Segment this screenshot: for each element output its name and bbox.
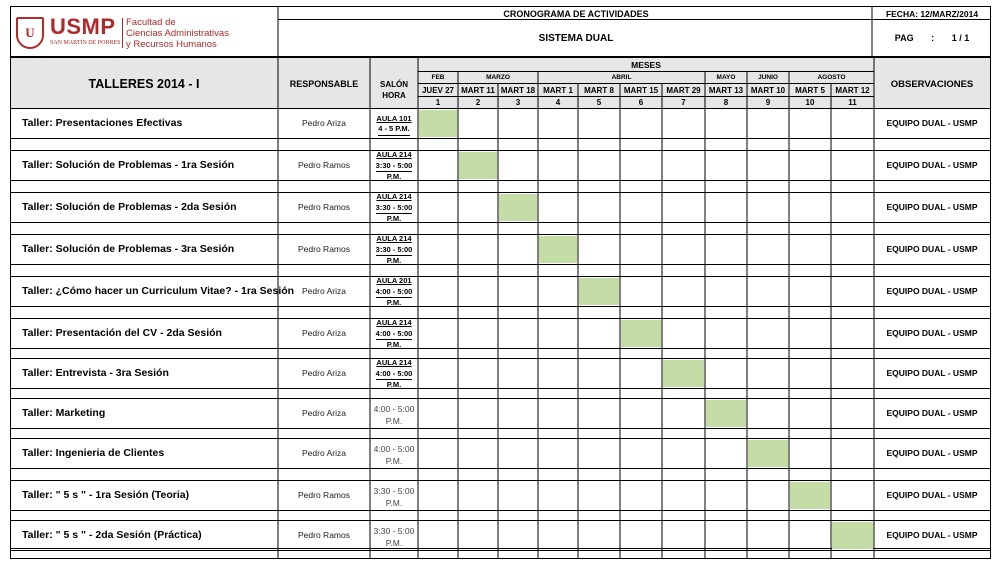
date-label: MART 1 xyxy=(543,85,573,95)
faculty-line: Ciencias Administrativas xyxy=(126,28,229,39)
week-index: 9 xyxy=(765,98,771,107)
page-value: 1 / 1 xyxy=(951,33,970,43)
week-index: 6 xyxy=(638,98,644,107)
task-name: Taller: Ingenieria de Clientes xyxy=(22,447,165,459)
room-header-line: SALÓN xyxy=(380,80,408,89)
faculty-name xyxy=(126,17,229,50)
schedule-bar xyxy=(663,360,704,387)
logo-initials: U xyxy=(25,25,35,40)
room-time xyxy=(370,438,418,471)
time-label: P.M. xyxy=(385,415,403,426)
system-name: SISTEMA DUAL xyxy=(538,32,614,44)
date-label: MART 29 xyxy=(666,85,701,95)
schedule-bar xyxy=(579,278,619,305)
task-name: Taller: Entrevista - 3ra Sesión xyxy=(22,367,169,379)
observation-text: EQUIPO DUAL - USMP xyxy=(886,160,978,170)
room-time xyxy=(370,108,418,141)
time-label: P.M. xyxy=(386,172,402,182)
time-label: 4:00 - 5:00 xyxy=(376,369,413,381)
date-field: FECHA: 12/MARZ/2014 xyxy=(885,9,979,19)
date-label: MART 8 xyxy=(584,85,614,95)
page-separator: : xyxy=(931,33,935,43)
week-index: 8 xyxy=(723,98,729,107)
time-label: 3:30 - 5:00 xyxy=(376,161,413,173)
room-label: AULA 214 xyxy=(376,192,412,202)
time-label: 3:30 - 5:00 xyxy=(373,485,415,496)
room-time xyxy=(370,192,418,225)
schedule-bar xyxy=(748,440,788,467)
task-name: Taller: " 5 s " - 2da Sesión (Práctica) xyxy=(22,529,202,541)
schedule-bar xyxy=(419,110,457,137)
time-label: P.M. xyxy=(385,497,403,508)
schedule-bar xyxy=(499,194,537,221)
room-time xyxy=(370,150,418,183)
schedule-bar xyxy=(706,400,746,427)
time-label: 4:00 - 5:00 xyxy=(376,287,413,299)
date-label: MART 11 xyxy=(461,85,495,95)
date-label: MART 12 xyxy=(835,85,870,95)
time-label: P.M. xyxy=(386,214,402,224)
time-header-line: HORA xyxy=(382,91,406,100)
room-label: AULA 214 xyxy=(376,318,412,328)
observation-text: EQUIPO DUAL - USMP xyxy=(886,448,978,458)
date-label: MART 5 xyxy=(795,85,825,95)
observation-text: EQUIPO DUAL - USMP xyxy=(886,328,978,338)
month-label: MAYO xyxy=(716,74,736,81)
date-label: MART 10 xyxy=(750,85,786,95)
room-time xyxy=(370,358,418,391)
months-header: MESES xyxy=(631,60,661,70)
week-index: 4 xyxy=(555,98,561,107)
week-index: 3 xyxy=(515,98,521,107)
schedule-bar xyxy=(790,482,830,509)
month-label: FEB xyxy=(431,74,445,81)
time-label: 4 - 5 P.M. xyxy=(378,124,410,136)
time-label: 4:00 - 5:00 xyxy=(373,443,415,454)
page-indicator xyxy=(874,20,990,56)
observation-text: EQUIPO DUAL - USMP xyxy=(886,244,978,254)
week-index: 5 xyxy=(596,98,602,107)
room-time xyxy=(370,276,418,309)
schedule-bar xyxy=(459,152,497,179)
date-label: JUEV 27 xyxy=(421,85,455,95)
schedule-bar xyxy=(621,320,661,347)
logo-divider xyxy=(122,18,123,48)
room-label: AULA 201 xyxy=(376,276,412,286)
responsible-name: Pedro Ariza xyxy=(302,328,346,338)
institution-motto: SAN MARTÍN DE PORRES xyxy=(50,40,121,46)
observation-text: EQUIPO DUAL - USMP xyxy=(886,530,978,540)
room-time xyxy=(370,480,418,513)
week-index: 7 xyxy=(681,98,686,107)
task-name: Taller: Solución de Problemas - 1ra Sesión xyxy=(22,159,235,171)
responsible-name: Pedro Ramos xyxy=(298,160,350,170)
week-index: 10 xyxy=(805,98,815,107)
time-label: P.M. xyxy=(385,455,403,466)
date-label: MART 13 xyxy=(708,85,744,95)
month-label: AGOSTO xyxy=(817,74,846,81)
responsible-name: Pedro Ramos xyxy=(298,202,350,212)
week-index: 1 xyxy=(435,98,441,107)
time-label: P.M. xyxy=(386,256,402,266)
room-time xyxy=(370,318,418,351)
institution-name: USMP xyxy=(50,14,116,39)
responsible-name: Pedro Ariza xyxy=(302,118,346,128)
week-index: 11 xyxy=(848,98,857,107)
schedule-bar xyxy=(539,236,577,263)
faculty-line: Facultad de xyxy=(126,17,176,28)
responsible-name: Pedro Ramos xyxy=(298,530,350,540)
task-name: Taller: " 5 s " - 1ra Sesión (Teoria) xyxy=(22,489,190,501)
responsible-header: RESPONSABLE xyxy=(289,79,359,89)
time-label: P.M. xyxy=(386,340,402,350)
task-name: Taller: ¿Cómo hacer un Curriculum Vitae? - 1ra Sesión xyxy=(22,285,295,297)
room-label: AULA 101 xyxy=(376,113,412,123)
time-label: 3:30 - 5:00 xyxy=(376,203,413,215)
room-header xyxy=(370,72,418,108)
document-title: CRONOGRAMA DE ACTIVIDADES xyxy=(503,9,649,19)
time-label: 3:30 - 5:00 xyxy=(376,245,413,257)
room-label: AULA 214 xyxy=(376,234,412,244)
room-label: AULA 214 xyxy=(376,150,412,160)
month-label: ABRIL xyxy=(611,74,632,81)
observation-text: EQUIPO DUAL - USMP xyxy=(886,490,978,500)
responsible-name: Pedro Ramos xyxy=(298,490,350,500)
room-time xyxy=(370,398,418,431)
time-label: 4:00 - 5:00 xyxy=(373,403,415,414)
time-label: 4:00 - 5:00 xyxy=(376,329,413,341)
room-label: AULA 214 xyxy=(376,358,412,368)
task-name: Taller: Presentaciones Efectivas xyxy=(22,117,183,129)
month-label: MARZO xyxy=(486,74,510,81)
task-name: Taller: Solución de Problemas - 2da Sesión xyxy=(22,201,237,213)
task-name: Taller: Marketing xyxy=(22,407,106,419)
faculty-line: y Recursos Humanos xyxy=(126,39,217,50)
responsible-name: Pedro Ariza xyxy=(302,368,346,378)
table-title: TALLERES 2014 - I xyxy=(88,77,200,91)
month-label: JUNIO xyxy=(758,74,778,81)
shield-icon xyxy=(16,17,44,49)
page-label: PAG xyxy=(894,33,914,43)
task-name: Taller: Presentación del CV - 2da Sesión xyxy=(22,327,222,339)
week-index: 2 xyxy=(475,98,481,107)
observation-text: EQUIPO DUAL - USMP xyxy=(886,368,978,378)
responsible-name: Pedro Ramos xyxy=(298,244,350,254)
date-label: MART 15 xyxy=(623,85,659,95)
observations-header: OBSERVACIONES xyxy=(890,78,974,90)
task-name: Taller: Solución de Problemas - 3ra Sesión xyxy=(22,243,235,255)
responsible-name: Pedro Ariza xyxy=(302,448,346,458)
observation-text: EQUIPO DUAL - USMP xyxy=(886,202,978,212)
time-label: P.M. xyxy=(386,380,402,390)
observation-text: EQUIPO DUAL - USMP xyxy=(886,408,978,418)
observation-text: EQUIPO DUAL - USMP xyxy=(886,118,978,128)
time-label: P.M. xyxy=(386,298,402,308)
responsible-name: Pedro Ariza xyxy=(302,286,346,296)
room-time xyxy=(370,520,418,553)
observation-text: EQUIPO DUAL - USMP xyxy=(886,286,978,296)
responsible-name: Pedro Ariza xyxy=(302,408,346,418)
time-label: 3:30 - 5:00 xyxy=(373,525,415,536)
time-label: P.M. xyxy=(385,537,403,548)
schedule-bar xyxy=(832,522,873,549)
room-time xyxy=(370,234,418,267)
date-label: MART 18 xyxy=(500,85,536,95)
